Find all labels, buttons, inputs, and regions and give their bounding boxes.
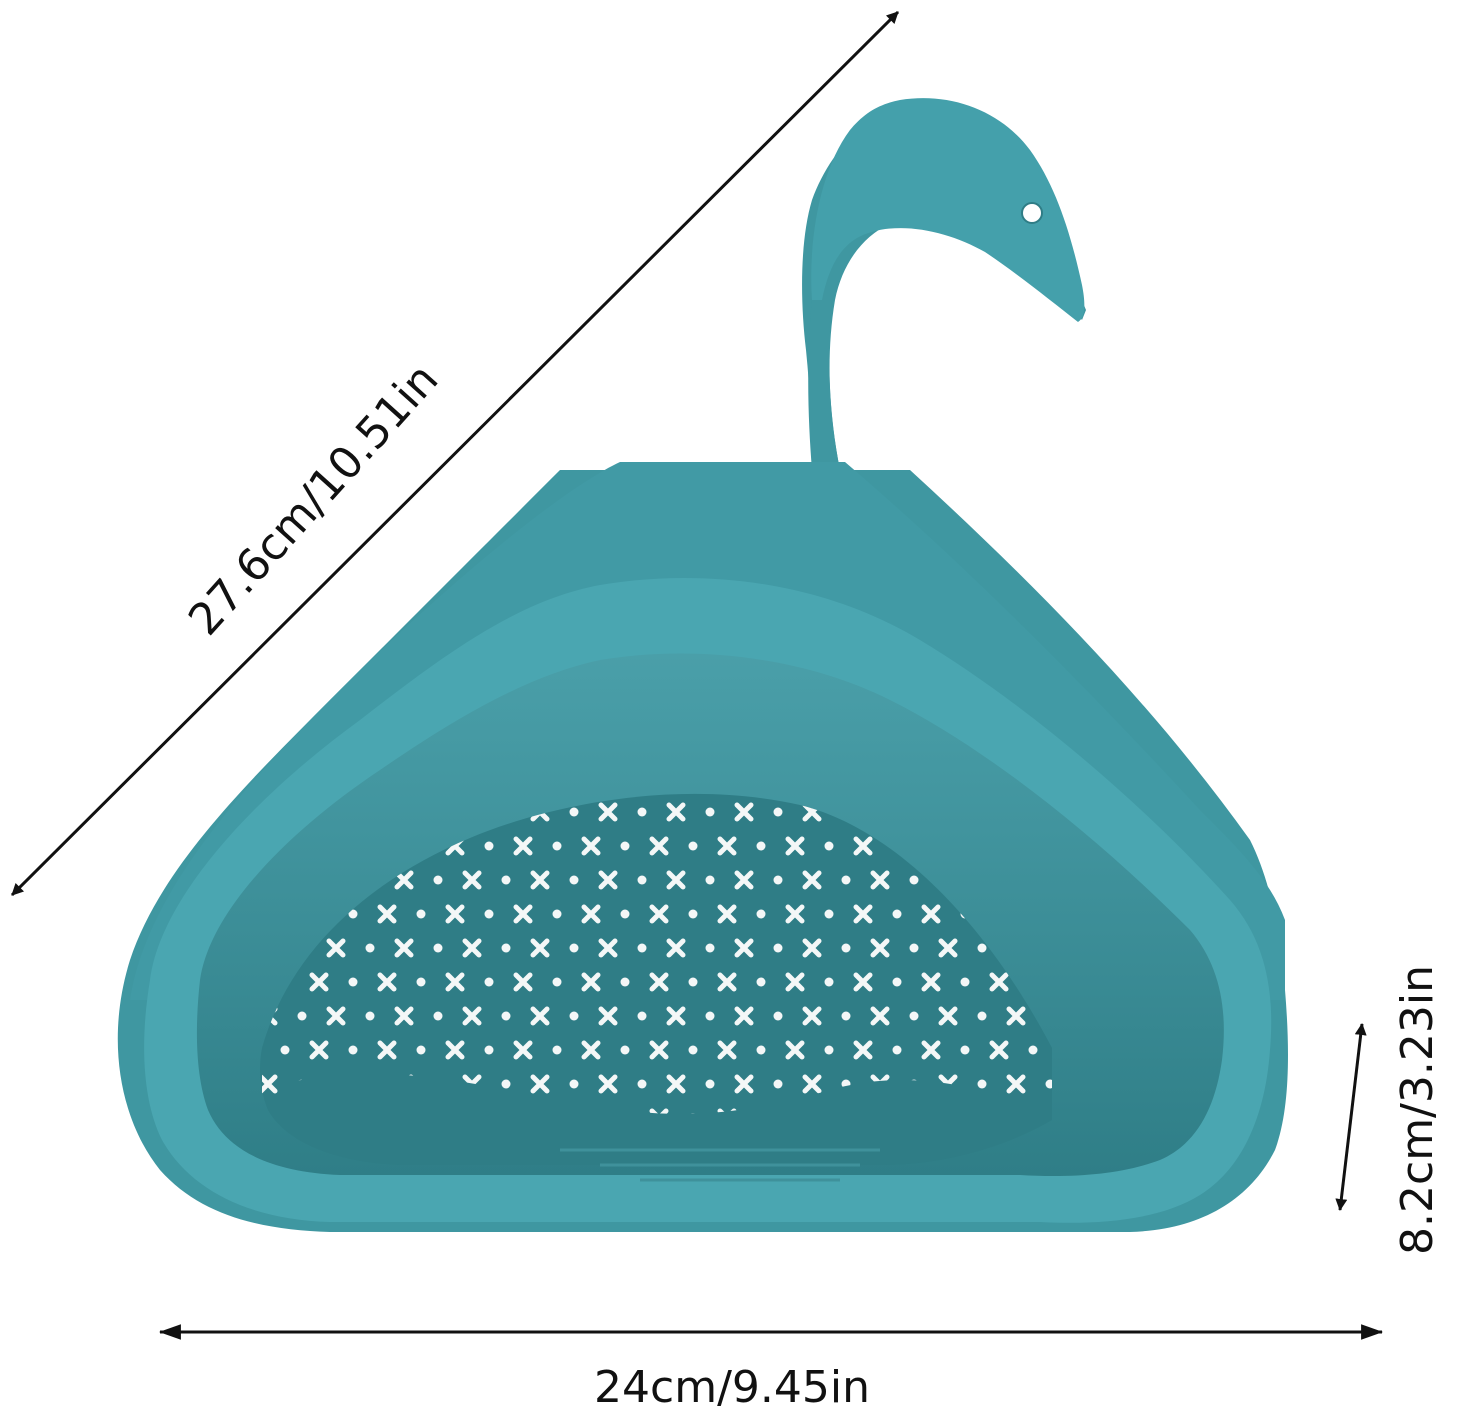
drain-hole-dot [417,910,426,919]
height-dimension-label: 8.2cm/3.23in [1392,965,1443,1255]
drain-hole-dot [774,808,783,817]
drain-hole-dot [434,876,443,885]
drain-hole-dot [553,842,562,851]
drain-hole-dot [825,1046,834,1055]
drain-hole-dot [757,1046,766,1055]
drain-hole-dot [502,1080,511,1089]
drain-hole-dot [553,1046,562,1055]
height-dimension-arrow [1340,1024,1362,1210]
drain-hole-dot [621,978,630,987]
drain-hole-dot [689,842,698,851]
drain-hole-dot [553,910,562,919]
drain-hole-dot [485,910,494,919]
drain-hole-dot [978,944,987,953]
drain-hole-dot [825,842,834,851]
drain-hole-dot [434,944,443,953]
drain-hole-dot [638,944,647,953]
drain-hole-dot [621,842,630,851]
width-dimension-label: 24cm/9.45in [594,1362,870,1413]
drain-hole-dot [774,1012,783,1021]
drain-hole-dot [485,1046,494,1055]
drain-hole-dot [689,910,698,919]
diagonal-dimension-label: 27.6cm/10.51in [178,354,449,646]
drain-hole-dot [485,842,494,851]
drain-hole-dot [502,944,511,953]
drain-hole-dot [978,1080,987,1089]
drain-hole-dot [570,1012,579,1021]
drain-hole-dot [349,978,358,987]
drain-hole-dot [706,1012,715,1021]
drain-hole-dot [485,978,494,987]
drain-hole-dot [638,876,647,885]
drain-hole-dot [842,944,851,953]
drain-hole-dot [706,808,715,817]
drain-hole-dot [706,876,715,885]
drain-hole-dot [961,978,970,987]
swan-neck [808,300,840,470]
drain-hole-dot [910,944,919,953]
drain-hole-dot [570,808,579,817]
drain-hole-dot [638,1012,647,1021]
drain-hole-dot [1029,1046,1038,1055]
swan-head [811,98,1084,322]
drain-hole-dot [366,944,375,953]
drain-hole-dot [417,978,426,987]
drain-hole-dot [638,1080,647,1089]
drain-hole-dot [893,910,902,919]
drain-hole-dot [893,1046,902,1055]
drain-hole-dot [842,1012,851,1021]
drain-hole-dot [502,1012,511,1021]
drain-hole-dot [774,1080,783,1089]
drain-hole-dot [570,876,579,885]
drain-hole-dot [366,1012,375,1021]
drain-hole-dot [774,876,783,885]
drain-hole-dot [570,944,579,953]
drain-hole-dot [825,978,834,987]
hanging-hole [1022,203,1042,223]
drain-hole-dot [434,1012,443,1021]
drain-hole-dot [281,1046,290,1055]
drain-hole-dot [706,1080,715,1089]
drain-hole-dot [961,1046,970,1055]
drain-hole-dot [842,876,851,885]
drain-hole-dot [553,978,562,987]
drain-hole-dot [757,910,766,919]
drain-hole-dot [570,1080,579,1089]
drain-hole-dot [978,1012,987,1021]
drain-hole-dot [893,978,902,987]
drain-hole-dot [621,1046,630,1055]
drain-hole-dot [706,944,715,953]
drain-hole-dot [757,978,766,987]
drain-hole-dot [689,978,698,987]
drain-hole-dot [621,910,630,919]
drain-hole-dot [689,1046,698,1055]
drain-hole-dot [825,910,834,919]
drain-hole-dot [638,808,647,817]
drain-hole-dot [298,1012,307,1021]
drain-hole-dot [349,1046,358,1055]
drain-hole-dot [774,944,783,953]
drain-hole-dot [502,876,511,885]
drain-hole-dot [757,842,766,851]
drain-hole-dot [417,1046,426,1055]
drain-hole-dot [910,1012,919,1021]
drain-hole-dot [910,876,919,885]
